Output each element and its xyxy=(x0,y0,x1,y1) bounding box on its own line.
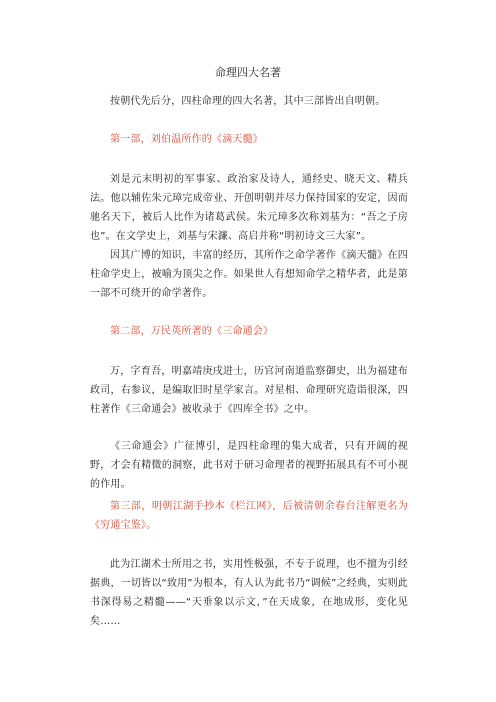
part2-heading: 第二部，万民英所著的《三命通会》 xyxy=(110,326,274,337)
part2-paragraph-2: 《三命通会》广征博引，是四柱命理的集大成者，只有开阔的视野，才会有精微的洞察，此书对于研习命理者的视野拓展具有不可小视的作用。 xyxy=(90,441,408,490)
intro-paragraph: 按朝代先后分，四柱命理的四大名著，其中三部皆出自明朝。 xyxy=(110,96,386,107)
part1-paragraph-1: 刘是元末明初的军事家、政治家及诗人，通经史、晓天文、精兵法。他以辅佐朱元璋完成帝业、开创明朝并尽力保持国家的安定，因而驰名天下，被后人比作为诸葛武侯。朱元璋多次称刘基为：“吾之子房也”。在文学史上，刘基与宋濂、高启并称“明初诗文三大家”。 xyxy=(90,174,408,242)
part2-paragraph-1: 万，字育吾，明嘉靖庚戌进士，历官河南道监察御史，出为福建布政司，右参议，是编取旧时星学家言。对星相、命理研究造诣很深，四柱著作《三命通会》被收录于《四库全书》之中。 xyxy=(90,366,408,415)
part3-heading: 第三部，明朝江湖手抄本《栏江网》，后被清朝余春台注解更名为《穷通宝鉴》。 xyxy=(90,501,408,531)
part1-paragraph-2: 因其广博的知识，丰富的经历，其所作之命学著作《滴天髓》在四柱命学史上，被喻为顶尖之作。如果世人有想知命学之精华者，此是第一部不可绕开的命学著作。 xyxy=(90,250,408,299)
part3-paragraph-1: 此为江湖术士所用之书，实用性极强，不专于说理，也不擅为引经据典，一切皆以“致用”为根本，有人认为此书乃“调候”之经典，实则此书深得易之精髓——“天垂象以示文，”在天成象，在地成形，变化见矣…… xyxy=(90,559,408,627)
document-title: 命理四大名著 xyxy=(215,66,281,79)
part1-heading: 第一部，刘伯温所作的《滴天髓》 xyxy=(110,134,263,145)
